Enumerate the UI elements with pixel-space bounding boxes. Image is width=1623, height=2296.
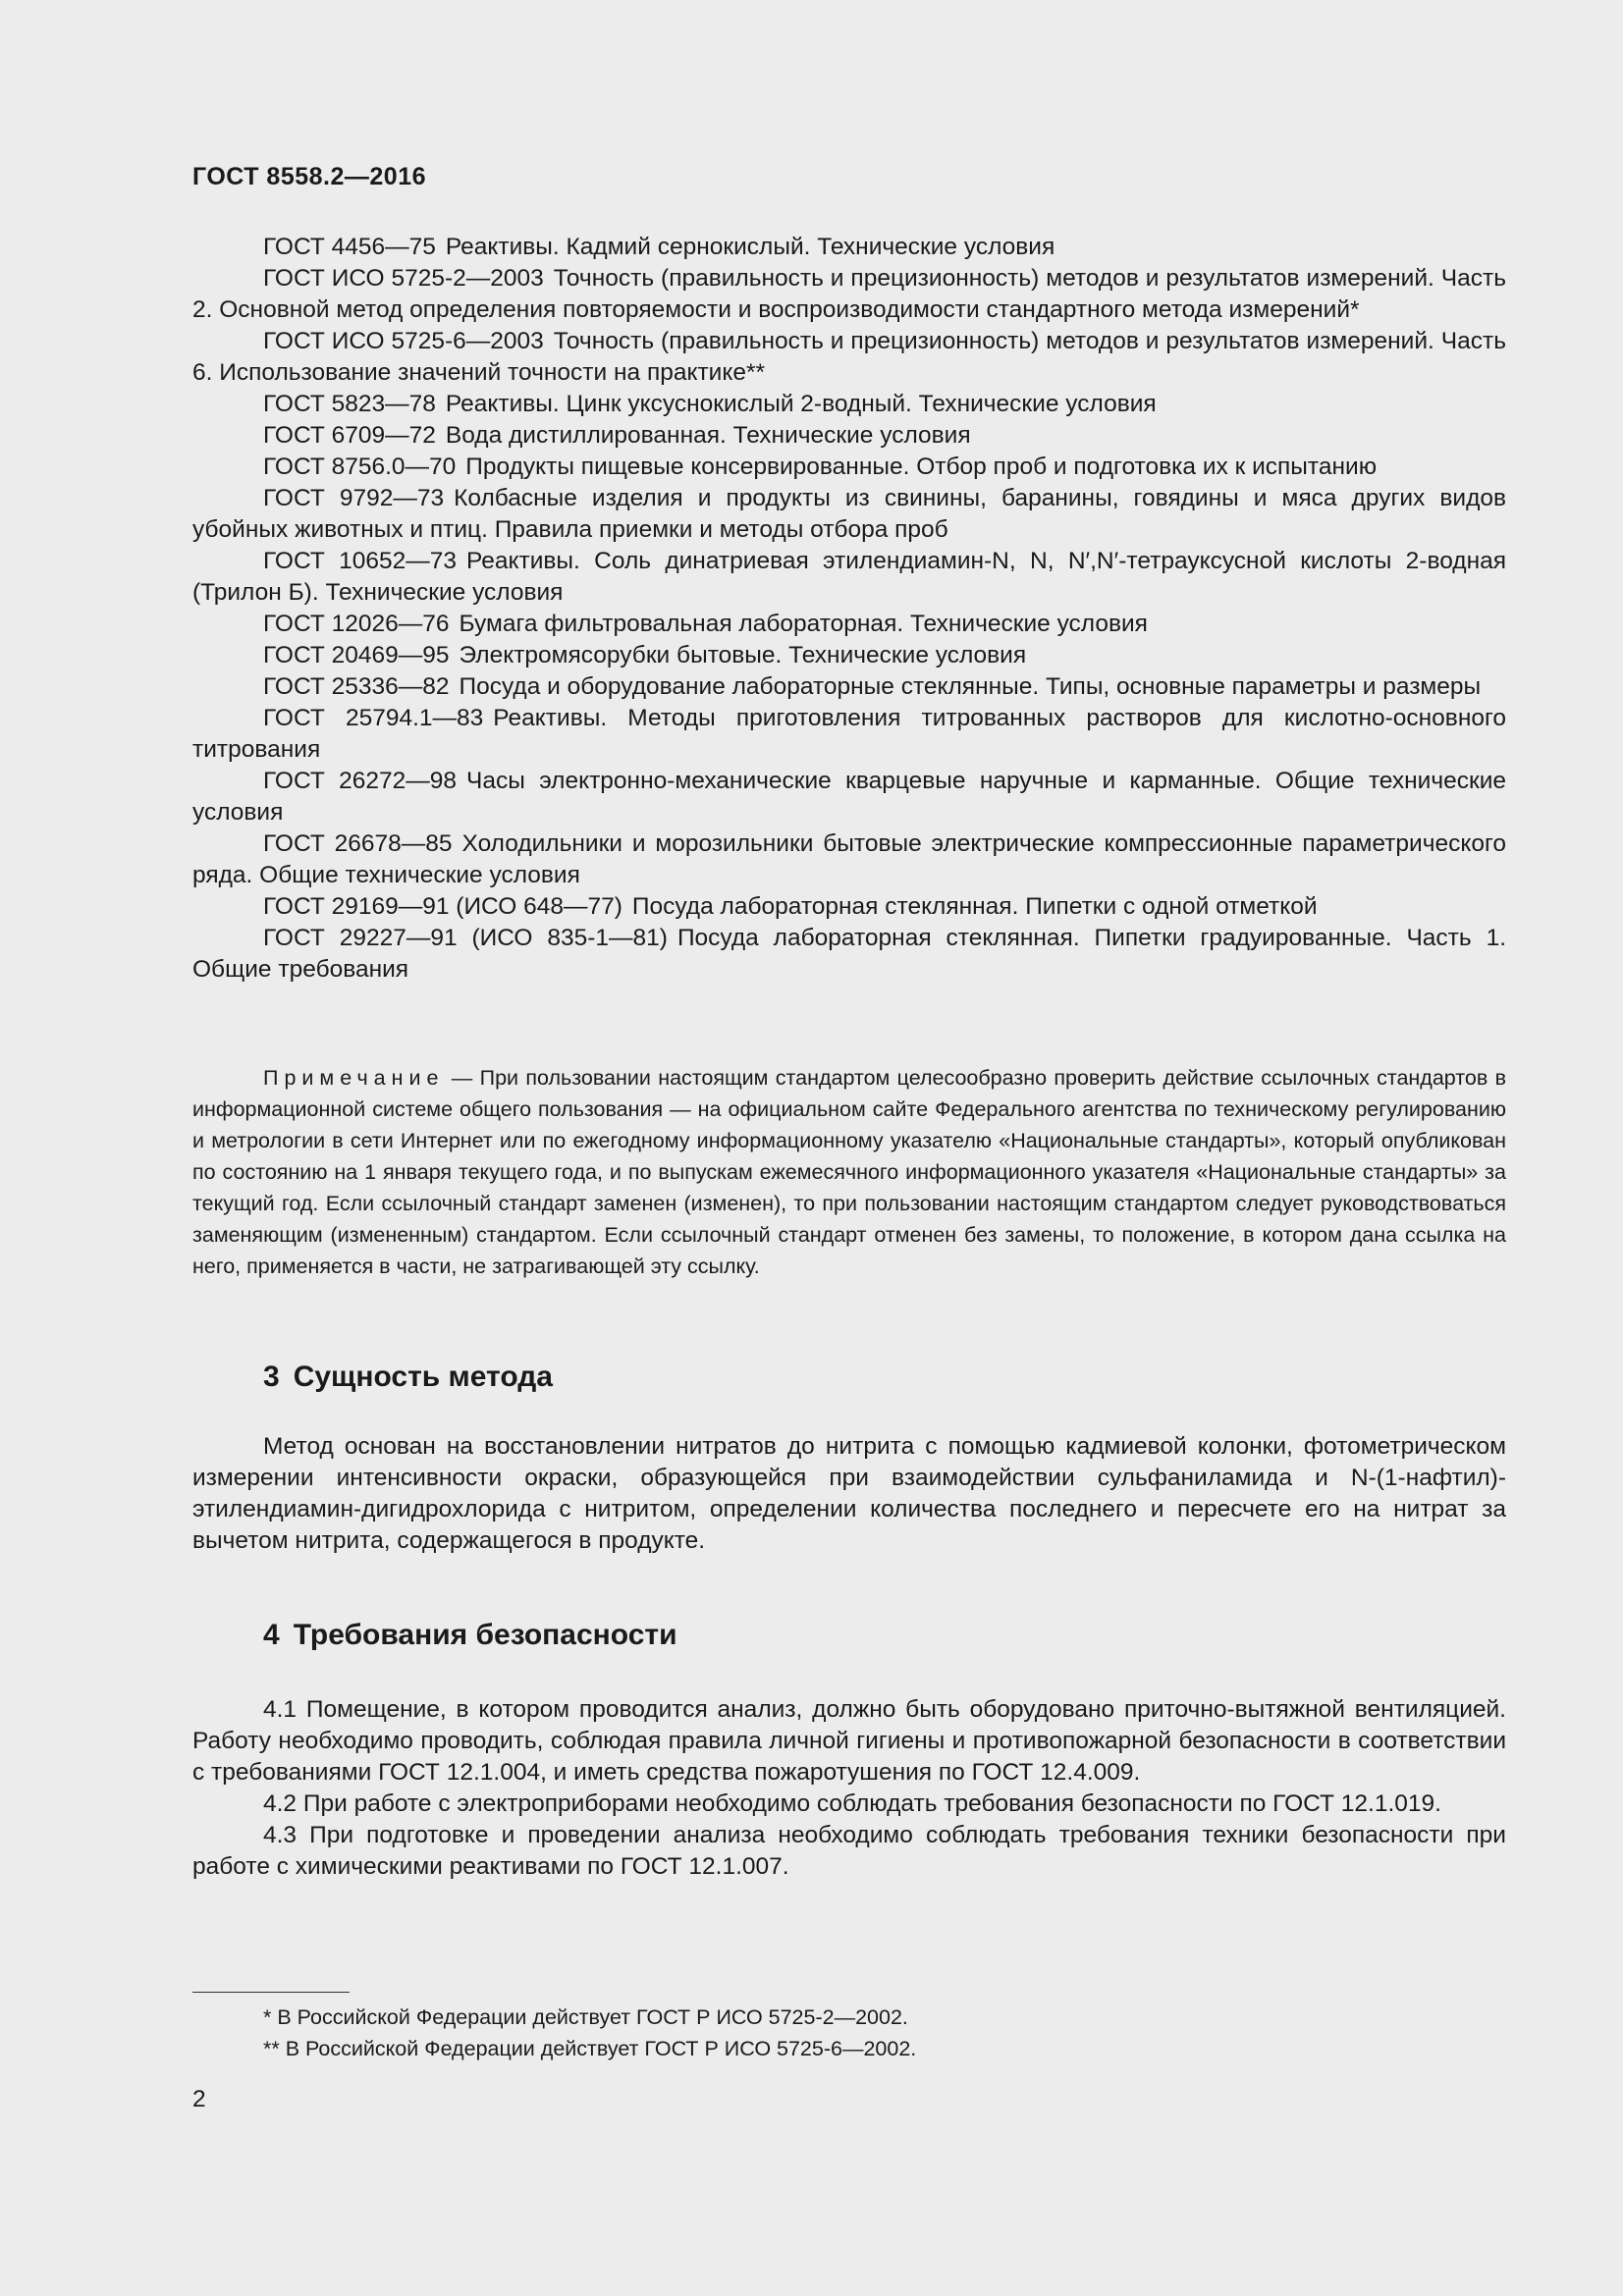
section-number: 3 bbox=[263, 1361, 280, 1393]
note-text: — При пользовании настоящим стандартом целесообразно проверить действие ссылочных стандартов в информационной системе общего пользования — на официальном сайте Федерального агентства по техническому регулированию и метрологии в сети Интернет или по ежегодному информационному указателю «Национальные стандарты», который опубликован по состоянию на 1 января текущего года, и по выпускам ежемесячного информационного указателя «Национальные стандарты» за текущий год. Если ссылочный стандарт заменен (изменен), то при пользовании настоящим стандартом следует руководствоваться заменяющим (измененным) стандартом. Если ссылочный стандарт отменен без замены, то положение, в котором дана ссылка на него, применяется в части, не затрагивающей эту ссылку. bbox=[192, 1066, 1506, 1278]
reference-code: ГОСТ 25336—82 bbox=[263, 673, 450, 700]
reference-item bbox=[192, 891, 1506, 923]
reference-item bbox=[192, 232, 1506, 263]
section-title: Сущность метода bbox=[293, 1361, 553, 1393]
reference-code: ГОСТ 6709—72 bbox=[263, 422, 436, 449]
reference-code: ГОСТ 29169—91 (ИСО 648—77) bbox=[263, 893, 622, 920]
reference-title: Холодильники и морозильники бытовые электрические компрессионные параметрического ряда. Общие технические условия bbox=[192, 830, 1506, 888]
normative-references-list bbox=[192, 232, 1506, 986]
reference-title: Бумага фильтровальная лабораторная. Технические условия bbox=[459, 611, 1148, 637]
section-4-heading bbox=[263, 1619, 677, 1652]
reference-code: ГОСТ 26272—98 bbox=[263, 768, 458, 794]
reference-title: Реактивы. Методы приготовления титрованных растворов для кислотно-основного титрования bbox=[192, 705, 1506, 763]
reference-item bbox=[192, 420, 1506, 452]
reference-title: Посуда лабораторная стеклянная. Пипетки градуированные. Часть 1. Общие требования bbox=[192, 925, 1506, 983]
reference-title: Точность (правильность и прецизионность) методов и результатов измерений. Часть 6. Использование значений точности на практике** bbox=[192, 328, 1506, 386]
document-header: ГОСТ 8558.2—2016 bbox=[192, 163, 427, 190]
reference-title: Точность (правильность и прецизионность) методов и результатов измерений. Часть 2. Основной метод определения повторяемости и воспроизводимости стандартного метода измерений* bbox=[192, 265, 1506, 323]
reference-item bbox=[192, 389, 1506, 420]
reference-code: ГОСТ 26678—85 bbox=[263, 830, 453, 857]
reference-code: ГОСТ ИСО 5725-6—2003 bbox=[263, 328, 544, 354]
reference-item bbox=[192, 828, 1506, 891]
reference-item bbox=[192, 640, 1506, 671]
paragraph-4-3: 4.3 При подготовке и проведении анализа необходимо соблюдать требования техники безопасности при работе с химическими реактивами по ГОСТ 12.1.007. bbox=[192, 1822, 1506, 1880]
reference-item bbox=[192, 483, 1506, 546]
reference-code: ГОСТ 9792—73 bbox=[263, 485, 445, 511]
reference-title: Электромясорубки бытовые. Технические условия bbox=[459, 642, 1027, 668]
references-note bbox=[192, 1062, 1506, 1282]
reference-title: Вода дистиллированная. Технические условия bbox=[445, 422, 971, 449]
reference-code: ГОСТ 12026—76 bbox=[263, 611, 450, 637]
reference-code: ГОСТ 10652—73 bbox=[263, 548, 457, 574]
note-label: Примечание bbox=[263, 1066, 445, 1090]
reference-item bbox=[192, 671, 1506, 703]
reference-code: ГОСТ 20469—95 bbox=[263, 642, 450, 668]
reference-code: ГОСТ 5823—78 bbox=[263, 391, 436, 417]
reference-code: ГОСТ 29227—91 (ИСО 835-1—81) bbox=[263, 925, 668, 951]
reference-title: Реактивы. Соль динатриевая этилендиамин-N, N, N′,N′-тетрауксусной кислоты 2-водная (Трилон Б). Технические условия bbox=[192, 548, 1506, 606]
reference-title: Посуда лабораторная стеклянная. Пипетки с одной отметкой bbox=[631, 893, 1318, 920]
reference-item bbox=[192, 609, 1506, 640]
reference-item bbox=[192, 766, 1506, 828]
section-3-heading bbox=[263, 1361, 553, 1394]
section-4-body bbox=[192, 1694, 1506, 1883]
paragraph-4-1: 4.1 Помещение, в котором проводится анализ, должно быть оборудовано приточно-вытяжной вентиляцией. Работу необходимо проводить, соблюдая правила личной гигиены и противопожарной безопасности в соответствии с требованиями ГОСТ 12.1.004, и иметь средства пожаротушения по ГОСТ 12.4.009. bbox=[192, 1696, 1506, 1786]
section-3-text: Метод основан на восстановлении нитратов до нитрита с помощью кадмиевой колонки, фотометрическом измерении интенсивности окраски, образующейся при взаимодействии сульфаниламида и N-(1-нафтил)-этилендиамин-дигидрохлорида с нитритом, определении количества последнего и пересчете его на нитрат за вычетом нитрита, содержащегося в продукте. bbox=[192, 1433, 1506, 1554]
reference-code: ГОСТ ИСО 5725-2—2003 bbox=[263, 265, 544, 292]
reference-title: Продукты пищевые консервированные. Отбор проб и подготовка их к испытанию bbox=[465, 454, 1378, 480]
section-number: 4 bbox=[263, 1619, 280, 1651]
reference-code: ГОСТ 25794.1—83 bbox=[263, 705, 484, 731]
section-title: Требования безопасности bbox=[293, 1619, 677, 1651]
reference-title: Реактивы. Кадмий сернокислый. Технические условия bbox=[445, 234, 1055, 260]
page-number: 2 bbox=[192, 2086, 206, 2112]
footnote-separator bbox=[192, 1992, 350, 1993]
reference-title: Часы электронно-механические кварцевые наручные и карманные. Общие технические условия bbox=[192, 768, 1507, 826]
reference-code: ГОСТ 4456—75 bbox=[263, 234, 436, 260]
reference-title: Реактивы. Цинк уксуснокислый 2-водный. Технические условия bbox=[445, 391, 1157, 417]
reference-item bbox=[192, 263, 1506, 326]
reference-title: Колбасные изделия и продукты из свинины, баранины, говядины и мяса других видов убойных животных и птиц. Правила приемки и методы отбора проб bbox=[192, 485, 1507, 543]
reference-item bbox=[192, 452, 1506, 483]
reference-item bbox=[192, 703, 1506, 766]
reference-item bbox=[192, 546, 1506, 609]
reference-item bbox=[192, 923, 1506, 986]
footnote-2: ** В Российской Федерации действует ГОСТ Р ИСО 5725-6—2002. bbox=[263, 2037, 917, 2060]
reference-title: Посуда и оборудование лабораторные стеклянные. Типы, основные параметры и размеры bbox=[459, 673, 1482, 700]
footnote-1: * В Российской Федерации действует ГОСТ Р ИСО 5725-2—2002. bbox=[263, 2005, 908, 2029]
reference-item bbox=[192, 326, 1506, 389]
paragraph-4-2: 4.2 При работе с электроприборами необходимо соблюдать требования безопасности по ГОСТ 12.1.019. bbox=[263, 1790, 1441, 1817]
footnotes bbox=[263, 2002, 1441, 2064]
reference-code: ГОСТ 8756.0—70 bbox=[263, 454, 457, 480]
